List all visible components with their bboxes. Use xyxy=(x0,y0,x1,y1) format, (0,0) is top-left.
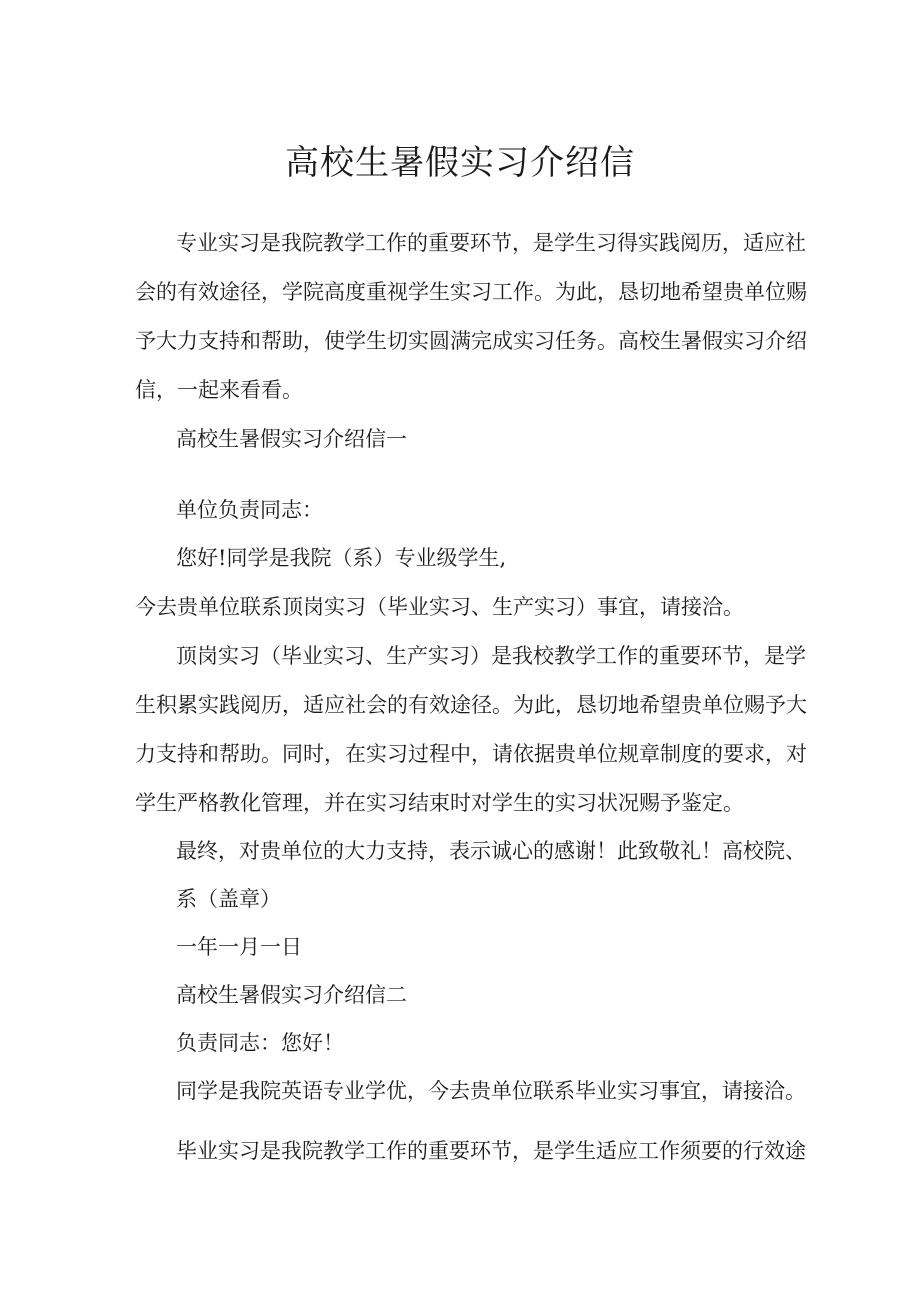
letter1-salutation: 单位负责同志： xyxy=(176,498,323,522)
letter2-heading: 高校生暑假实习介绍信二 xyxy=(176,983,407,1007)
intro-line-2: 会的有效途径，学院高度重视学生实习工作。为此，恳切地希望贵单位赐 xyxy=(135,280,807,304)
document-title: 高校生暑假实习介绍信 xyxy=(285,143,635,183)
letter2-body-line-1: 毕业实习是我院教学工作的重要环节，是学生适应工作须要的行效途 xyxy=(176,1139,806,1163)
letter1-body-line-3: 力支持和帮助。同时，在实习过程中，请依据贵单位规章制度的要求，对 xyxy=(135,742,807,766)
intro-line-1: 专业实习是我院教学工作的重要环节，是学生习得实践阅历，适应社 xyxy=(176,231,806,255)
intro-line-4: 信，一起来看看。 xyxy=(135,378,303,402)
letter1-heading: 高校生暑假实习介绍信一 xyxy=(176,427,407,451)
letter1-request: 今去贵单位联系顶岗实习（毕业实习、生产实习）事宜，请接洽。 xyxy=(135,595,744,619)
letter1-date: 一年一月一日 xyxy=(176,935,302,959)
letter1-seal: 系（盖章） xyxy=(176,887,281,911)
letter2-salutation: 负责同志：您好！ xyxy=(176,1031,344,1055)
letter1-body-line-4: 学生严格教化管理，并在实习结束时对学生的实习状况赐予鉴定。 xyxy=(135,791,744,815)
letter2-request: 同学是我院英语专业学优，今去贵单位联系毕业实习事宜，请接洽。 xyxy=(176,1079,806,1103)
intro-line-3: 予大力支持和帮助，使学生切实圆满完成实习任务。高校生暑假实习介绍 xyxy=(135,329,807,353)
letter1-closing: 最终，对贵单位的大力支持，表示诚心的感谢！此致敬礼！高校院、 xyxy=(176,839,806,863)
letter1-body-line-1: 顶岗实习（毕业实习、生产实习）是我校教学工作的重要环节，是学 xyxy=(176,644,806,668)
letter1-greeting: 您好!同学是我院（系）专业级学生, xyxy=(176,546,507,570)
letter1-body-line-2: 生积累实践阅历，适应社会的有效途径。为此，恳切地希望贵单位赐予大 xyxy=(135,693,807,717)
